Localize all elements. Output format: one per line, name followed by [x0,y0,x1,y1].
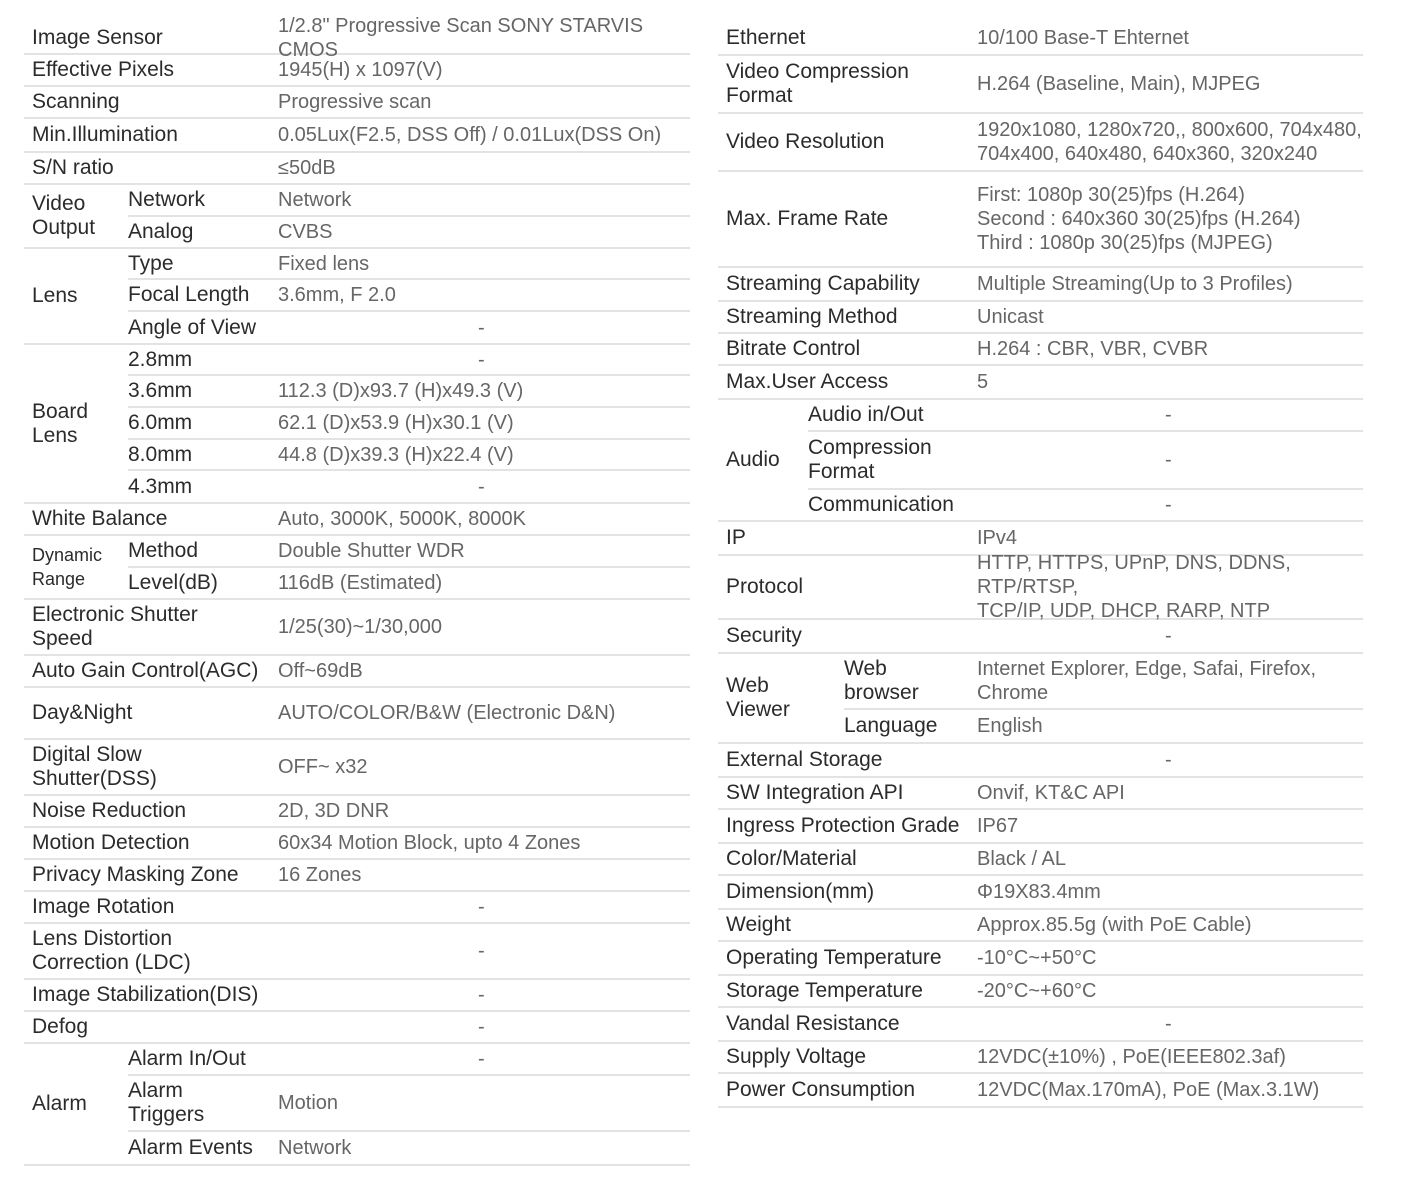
video-output-item [128,217,690,247]
board-lens-label: Board Lens [32,399,89,447]
spec-row [718,876,1363,910]
web-viewer-item-value: Internet Explorer, Edge, Safai, Firefox, Chrome [977,658,1317,704]
spec-row [24,119,690,153]
alarm-item [128,1132,690,1164]
alarm-item [128,1076,690,1132]
spec-row [718,552,1363,622]
spec-value: Multiple Streaming(Up to 3 Profiles) [977,273,1293,295]
spec-label: Security [726,624,802,647]
web-viewer-group [718,654,1363,744]
video-output-item [128,185,690,217]
spec-label: Operating Temperature [726,946,942,969]
spec-row [24,740,690,796]
spec-row [718,778,1363,810]
spec-label: Storage Temperature [726,979,923,1002]
spec-row [24,55,690,87]
spec-label: Color/Material [726,847,857,870]
spec-label: Scanning [32,90,120,113]
board-lens-item [128,408,690,440]
spec-row [718,56,1363,114]
web-viewer-item-label: Web browser [844,657,919,704]
spec-row [718,22,1363,56]
spec-row [718,1042,1363,1074]
dynamic-range-item [128,536,690,568]
audio-item [808,490,1363,520]
alarm-item-value: - [478,1048,485,1070]
spec-row [24,1012,690,1044]
spec-value: Black / AL [977,848,1066,870]
spec-table-left [24,14,690,1166]
spec-row [718,942,1363,976]
dynamic-range-item-value: 116dB (Estimated) [278,572,443,594]
spec-label: Bitrate Control [726,337,861,360]
spec-label: Motion Detection [32,831,190,854]
audio-group [718,400,1363,522]
spec-row [718,910,1363,942]
board-lens-item-label: 4.3mm [128,474,193,498]
spec-value: Approx.85.5g (with PoE Cable) [977,914,1252,936]
spec-label: Noise Reduction [32,799,187,822]
spec-row [718,1008,1363,1042]
audio-label: Audio [726,448,780,471]
spec-value: 0.05Lux(F2.5, DSS Off) / 0.01Lux(DSS On) [278,124,662,146]
spec-label: IP [726,526,746,549]
lens-item [128,249,690,280]
web-viewer-item-label: Language [844,714,938,737]
spec-value: Off~69dB [278,660,363,682]
lens-label: Lens [32,284,78,307]
spec-label: S/N ratio [32,156,114,179]
video-output-group [24,185,690,249]
spec-row [24,828,690,860]
spec-label: Image Stabilization(DIS) [32,983,259,1006]
spec-value: 16 Zones [278,864,362,886]
spec-label: Min.Illumination [32,123,178,146]
spec-label: White Balance [32,507,168,530]
spec-value: Unicast [977,306,1044,328]
spec-value: ≤50dB [278,157,336,179]
spec-label: SW Integration API [726,781,904,804]
spec-value: 12VDC(Max.170mA), PoE (Max.3.1W) [977,1079,1320,1101]
audio-item-value: - [1165,449,1172,471]
audio-item-label: Audio in/Out [808,403,924,426]
spec-value: - [1165,749,1172,771]
web-viewer-label: Web Viewer [726,674,790,721]
lens-group [24,249,690,345]
lens-item-label: Focal Length [128,283,250,306]
spec-value: 5 [977,371,989,393]
spec-label: Auto Gain Control(AGC) [32,659,259,682]
spec-label: Defog [32,1015,89,1038]
audio-item-label: Compression Format [808,436,932,483]
spec-row [24,924,690,980]
lens-item [128,280,690,312]
spec-value: Auto, 3000K, 5000K, 8000K [278,508,526,530]
video-output-item-value: Network [278,189,352,211]
board-lens-item-label: 3.6mm [128,379,193,402]
alarm-label: Alarm [32,1092,87,1115]
spec-label: Video Compression Format [726,60,909,107]
spec-label: Streaming Capability [726,272,920,295]
spec-row [718,976,1363,1008]
spec-value: 60x34 Motion Block, upto 4 Zones [278,832,581,854]
alarm-item-label: Alarm Triggers [128,1079,205,1126]
web-viewer-item [844,654,1363,710]
audio-item [808,400,1363,432]
spec-row [24,14,690,61]
audio-item [808,432,1363,490]
spec-label: Supply Voltage [726,1045,867,1068]
spec-row [718,334,1363,366]
audio-item-value: - [1165,404,1172,426]
spec-value: 10/100 Base-T Ehternet [977,27,1189,49]
spec-value: First: 1080p 30(25)fps (H.264) Second : 640x360 30(25)fps (H.264) Third : 1080p 30(25)fps (MJPEG) [977,184,1301,254]
alarm-item-label: Alarm Events [128,1136,253,1159]
spec-label: Weight [726,913,791,936]
spec-label: Lens Distortion Correction (LDC) [32,927,191,974]
spec-value: Progressive scan [278,91,432,113]
spec-row [718,620,1363,654]
spec-row [718,366,1363,400]
spec-label: Dimension(mm) [726,880,875,903]
spec-value: - [478,1016,485,1038]
spec-value: 1945(H) x 1097(V) [278,59,443,81]
board-lens-item [128,376,690,408]
video-output-item-label: Network [128,188,206,211]
spec-value: 1/25(30)~1/30,000 [278,616,443,638]
dynamic-range-item [128,568,690,598]
board-lens-item-label: 2.8mm [128,347,193,371]
spec-value: -10°C~+50°C [977,947,1097,969]
spec-label: Day&Night [32,701,133,724]
spec-row [24,504,690,536]
web-viewer-item [844,710,1363,742]
spec-value: H.264 (Baseline, Main), MJPEG [977,73,1261,95]
spec-value: - [478,984,485,1006]
spec-table-right [718,22,1363,1108]
video-output-item-label: Analog [128,220,194,243]
spec-value: HTTP, HTTPS, UPnP, DNS, DDNS, RTP/RTSP, TCP/IP, UDP, DHCP, RARP, NTP [977,552,1291,622]
spec-value: 1920x1080, 1280x720,, 800x600, 704x480, 704x400, 640x480, 640x360, 320x240 [977,119,1362,165]
board-lens-group [24,345,690,504]
spec-label: Video Resolution [726,130,885,153]
spec-value: Φ19X83.4mm [977,881,1101,903]
spec-label: Protocol [726,575,804,598]
lens-item-label: Type [128,251,174,275]
spec-label: Ethernet [726,26,806,49]
spec-label: Electronic Shutter Speed [32,603,198,650]
spec-row [718,114,1363,172]
board-lens-item-value: - [478,475,485,498]
spec-value: 12VDC(±10%) , PoE(IEEE802.3af) [977,1046,1286,1068]
spec-label: Power Consumption [726,1078,916,1101]
spec-row [718,172,1363,268]
audio-item-label: Communication [808,493,954,516]
spec-value: H.264 : CBR, VBR, CVBR [977,338,1209,360]
board-lens-item-label: 8.0mm [128,442,193,466]
alarm-group [24,1044,690,1166]
lens-item-label: Angle of View [128,315,257,339]
spec-value: - [478,896,485,918]
lens-item-value: - [478,316,485,339]
spec-row [718,844,1363,876]
lens-item-value: Fixed lens [278,252,370,275]
board-lens-item-label: 6.0mm [128,411,193,434]
spec-row [24,892,690,924]
spec-value: 2D, 3D DNR [278,800,390,822]
spec-value: Onvif, KT&C API [977,782,1125,804]
spec-label: Effective Pixels [32,58,175,81]
board-lens-item [128,471,690,502]
spec-value: IP67 [977,815,1019,837]
dynamic-range-item-label: Level(dB) [128,571,218,594]
board-lens-item-value: 44.8 (D)x39.3 (H)x22.4 (V) [278,443,514,466]
spec-label: Max.User Access [726,370,889,393]
spec-row [24,688,690,740]
spec-value: IPv4 [977,527,1018,549]
dynamic-range-label: Dynamic Range [32,545,103,589]
spec-row [24,87,690,119]
video-output-label: Video Output [32,192,96,239]
lens-item-value: 3.6mm, F 2.0 [278,284,396,306]
dynamic-range-item-value: Double Shutter WDR [278,540,465,562]
spec-label: Ingress Protection Grade [726,814,960,837]
alarm-item-value: Network [278,1137,352,1159]
board-lens-item-value: 62.1 (D)x53.9 (H)x30.1 (V) [278,412,514,434]
spec-label: Image Sensor [32,25,163,49]
video-output-item-value: CVBS [278,221,333,243]
lens-item [128,312,690,343]
spec-value: - [478,940,485,962]
spec-label: External Storage [726,748,883,771]
web-viewer-item-value: English [977,715,1043,737]
alarm-item-value: Motion [278,1092,339,1114]
board-lens-item-value: 112.3 (D)x93.7 (H)x49.3 (V) [278,380,524,402]
spec-label: Streaming Method [726,305,898,328]
dynamic-range-item-label: Method [128,539,199,562]
spec-row [24,656,690,688]
dynamic-range-group [24,536,690,600]
spec-value: 1/2.8" Progressive Scan SONY STARVIS CMOS [278,14,644,61]
spec-row [718,268,1363,302]
alarm-item-label: Alarm In/Out [128,1047,246,1070]
spec-label: Privacy Masking Zone [32,863,239,886]
spec-row [718,1074,1363,1108]
spec-label: Digital Slow Shutter(DSS) [32,743,157,790]
spec-row [24,153,690,185]
spec-value: -20°C~+60°C [977,980,1097,1002]
spec-value: - [1165,625,1172,647]
spec-label: Max. Frame Rate [726,207,889,230]
spec-row [718,744,1363,778]
spec-value: - [1165,1013,1172,1035]
spec-value: OFF~ x32 [278,756,368,778]
spec-row [24,980,690,1012]
audio-item-value: - [1165,494,1172,516]
board-lens-item [128,440,690,471]
spec-row [718,302,1363,334]
board-lens-item [128,345,690,376]
spec-row [718,810,1363,844]
spec-row [24,796,690,828]
spec-value: AUTO/COLOR/B&W (Electronic D&N) [278,702,616,724]
alarm-item [128,1044,690,1076]
spec-row [24,860,690,892]
spec-label: Image Rotation [32,895,175,918]
board-lens-item-value: - [478,348,485,371]
spec-row [24,600,690,656]
spec-label: Vandal Resistance [726,1012,900,1035]
